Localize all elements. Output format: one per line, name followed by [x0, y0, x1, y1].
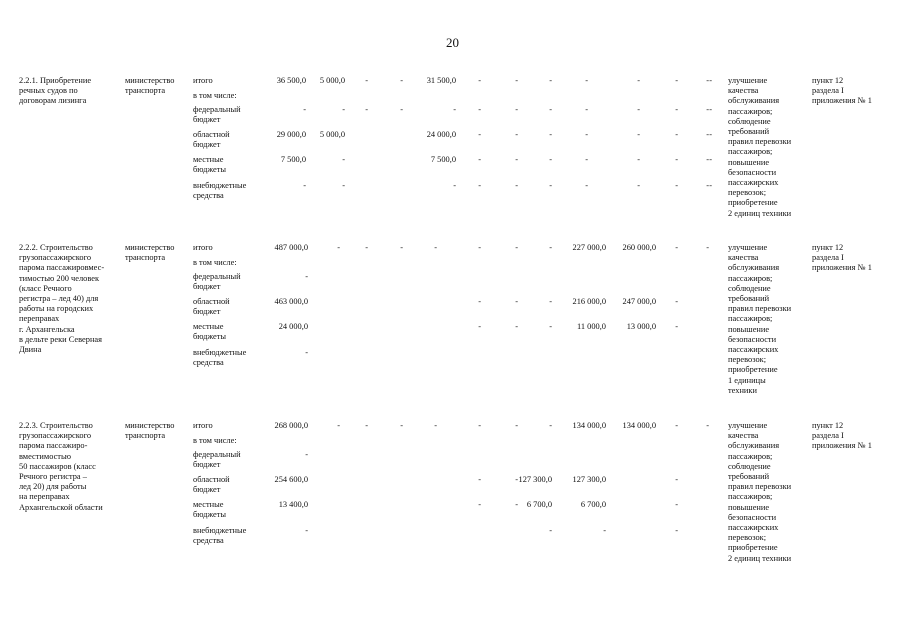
- funding-value: -: [515, 181, 518, 190]
- funding-value: 247 000,0: [622, 297, 656, 306]
- funding-source-label: внебюджетные средства: [193, 348, 247, 368]
- funding-value: -: [478, 243, 481, 252]
- funding-value: -: [478, 76, 481, 85]
- funding-value: -: [675, 105, 678, 114]
- funding-value: -: [549, 297, 552, 306]
- funding-value: -: [706, 421, 709, 430]
- funding-value: 31 500,0: [426, 76, 456, 85]
- funding-value: -: [706, 76, 709, 85]
- row-result: улучшение качества обслуживания пассажиров; соблюдение требований правил перевозки пассажиров; повышение безопасности пассажирских перевозок; приобретение 2 единиц техники: [728, 421, 792, 563]
- funding-value: -: [637, 155, 640, 164]
- row-executor: министерство транспорта: [125, 421, 175, 441]
- funding-value: 24 000,0: [278, 322, 308, 331]
- funding-value: 134 000,0: [572, 421, 606, 430]
- funding-value: -: [342, 155, 345, 164]
- funding-value: -: [549, 181, 552, 190]
- funding-value: -: [515, 297, 518, 306]
- funding-value: 7 500,0: [430, 155, 456, 164]
- funding-value: 463 000,0: [274, 297, 308, 306]
- funding-value: -: [365, 105, 368, 114]
- row-executor: министерство транспорта: [125, 76, 175, 96]
- funding-value: -: [675, 322, 678, 331]
- funding-value: -: [549, 155, 552, 164]
- funding-value: -: [675, 76, 678, 85]
- funding-source-label: в том числе:: [193, 258, 237, 267]
- funding-value: -: [549, 526, 552, 535]
- funding-value: -: [675, 155, 678, 164]
- funding-value: 7 500,0: [280, 155, 306, 164]
- funding-value: -: [675, 500, 678, 509]
- funding-value: 11 000,0: [576, 322, 606, 331]
- funding-source-label: местные бюджеты: [193, 155, 227, 175]
- funding-value: -: [434, 421, 437, 430]
- funding-value: -: [603, 526, 606, 535]
- funding-value: 5 000,0: [319, 76, 345, 85]
- funding-value: 254 600,0: [274, 475, 308, 484]
- funding-value: -: [365, 421, 368, 430]
- funding-value: -: [342, 105, 345, 114]
- funding-value: -: [585, 130, 588, 139]
- funding-value: -: [709, 155, 712, 164]
- funding-value: -: [709, 181, 712, 190]
- funding-value: -: [706, 105, 709, 114]
- funding-source-label: федеральный бюджет: [193, 272, 241, 292]
- funding-value: -: [478, 500, 481, 509]
- funding-value: -: [549, 105, 552, 114]
- funding-value: -: [400, 105, 403, 114]
- funding-source-label: местные бюджеты: [193, 500, 227, 520]
- funding-source-label: областной бюджет: [193, 297, 230, 317]
- funding-value: -: [515, 76, 518, 85]
- funding-value: -: [637, 105, 640, 114]
- funding-value: -: [478, 130, 481, 139]
- funding-value: -: [400, 76, 403, 85]
- funding-value: -: [637, 130, 640, 139]
- funding-source-label: внебюджетные средства: [193, 526, 247, 546]
- funding-value: 13 000,0: [626, 322, 656, 331]
- funding-value: 127 300,0: [572, 475, 606, 484]
- funding-value: -: [585, 76, 588, 85]
- funding-value: -: [337, 243, 340, 252]
- funding-value: -: [434, 243, 437, 252]
- funding-value: -: [305, 450, 308, 459]
- funding-value: -: [478, 105, 481, 114]
- funding-value: -: [365, 243, 368, 252]
- funding-value: 268 000,0: [274, 421, 308, 430]
- funding-value: -: [305, 526, 308, 535]
- funding-value: -: [706, 243, 709, 252]
- funding-source-label: итого: [193, 76, 213, 85]
- funding-value: -: [549, 243, 552, 252]
- funding-value: -: [637, 76, 640, 85]
- funding-value: -: [549, 76, 552, 85]
- funding-source-label: в том числе:: [193, 91, 237, 100]
- funding-value: -: [478, 475, 481, 484]
- funding-source-label: итого: [193, 243, 213, 252]
- funding-value: 5 000,0: [319, 130, 345, 139]
- funding-value: -: [709, 76, 712, 85]
- funding-source-label: федеральный бюджет: [193, 450, 241, 470]
- funding-value: -: [706, 155, 709, 164]
- funding-value: 24 000,0: [426, 130, 456, 139]
- funding-value: -: [478, 155, 481, 164]
- funding-source-label: местные бюджеты: [193, 322, 227, 342]
- funding-value: -: [515, 155, 518, 164]
- funding-value: 29 000,0: [276, 130, 306, 139]
- funding-value: -: [675, 243, 678, 252]
- row-title: 2.2.3. Строительство грузопассажирского парома пассажиро- вместимостью 50 пассажиров (класс Речного регистра – лед 20) для работы на переправах Архангельской области: [19, 421, 103, 512]
- funding-value: -: [549, 322, 552, 331]
- funding-value: -: [478, 181, 481, 190]
- row-result: улучшение качества обслуживания пассажиров; соблюдение требований правил перевозки пассажиров; повышение безопасности пассажирских перевозок; приобретение 1 единицы техники: [728, 243, 792, 395]
- funding-value: -: [585, 181, 588, 190]
- funding-source-label: областной бюджет: [193, 130, 230, 150]
- funding-value: -: [675, 130, 678, 139]
- funding-source-label: итого: [193, 421, 213, 430]
- funding-value: -: [675, 475, 678, 484]
- funding-value: 6 700,0: [580, 500, 606, 509]
- funding-value: -: [709, 105, 712, 114]
- funding-value: -: [453, 105, 456, 114]
- funding-value: 6 700,0: [526, 500, 552, 509]
- funding-value: -: [709, 130, 712, 139]
- funding-value: -: [478, 421, 481, 430]
- funding-value: -: [515, 105, 518, 114]
- row-title: 2.2.2. Строительство грузопассажирского парома пассажировмес- тимостью 200 человек (класс Речного регистра – лед 40) для работы на городских переправах г. Архангельска в дельте реки Северная Двина: [19, 243, 105, 355]
- funding-value: -: [365, 76, 368, 85]
- page-number: 20: [446, 35, 459, 50]
- funding-value: -: [515, 421, 518, 430]
- funding-value: -: [453, 181, 456, 190]
- funding-value: 216 000,0: [572, 297, 606, 306]
- funding-value: -: [303, 181, 306, 190]
- funding-value: 13 400,0: [278, 500, 308, 509]
- row-reference: пункт 12 раздела I приложения № 1: [812, 243, 872, 273]
- funding-value: -: [305, 272, 308, 281]
- funding-value: -: [675, 526, 678, 535]
- funding-source-label: федеральный бюджет: [193, 105, 241, 125]
- funding-value: 127 300,0: [518, 475, 552, 484]
- funding-value: -: [515, 475, 518, 484]
- funding-value: 260 000,0: [622, 243, 656, 252]
- row-reference: пункт 12 раздела I приложения № 1: [812, 421, 872, 451]
- funding-value: -: [585, 105, 588, 114]
- funding-value: 134 000,0: [622, 421, 656, 430]
- funding-value: 487 000,0: [274, 243, 308, 252]
- funding-value: -: [342, 181, 345, 190]
- funding-source-label: в том числе:: [193, 436, 237, 445]
- row-result: улучшение качества обслуживания пассажиров; соблюдение требований правил перевозки пассажиров; повышение безопасности пассажирских перевозок; приобретение 2 единиц техники: [728, 76, 792, 218]
- funding-value: -: [305, 348, 308, 357]
- funding-value: -: [637, 181, 640, 190]
- funding-value: -: [549, 130, 552, 139]
- funding-value: -: [478, 297, 481, 306]
- funding-value: -: [400, 421, 403, 430]
- funding-value: -: [515, 243, 518, 252]
- row-executor: министерство транспорта: [125, 243, 175, 263]
- funding-value: 227 000,0: [572, 243, 606, 252]
- funding-value: -: [400, 243, 403, 252]
- funding-value: -: [675, 297, 678, 306]
- funding-value: -: [303, 105, 306, 114]
- funding-value: -: [515, 322, 518, 331]
- funding-value: -: [585, 155, 588, 164]
- funding-source-label: внебюджетные средства: [193, 181, 247, 201]
- funding-value: -: [337, 421, 340, 430]
- funding-value: -: [478, 322, 481, 331]
- funding-source-label: областной бюджет: [193, 475, 230, 495]
- funding-value: -: [706, 130, 709, 139]
- funding-value: -: [675, 181, 678, 190]
- funding-value: -: [515, 500, 518, 509]
- row-title: 2.2.1. Приобретение речных судов по договорам лизинга: [19, 76, 92, 106]
- funding-value: 36 500,0: [276, 76, 306, 85]
- funding-value: -: [706, 181, 709, 190]
- funding-value: -: [675, 421, 678, 430]
- row-reference: пункт 12 раздела I приложения № 1: [812, 76, 872, 106]
- funding-value: -: [515, 130, 518, 139]
- funding-value: -: [549, 421, 552, 430]
